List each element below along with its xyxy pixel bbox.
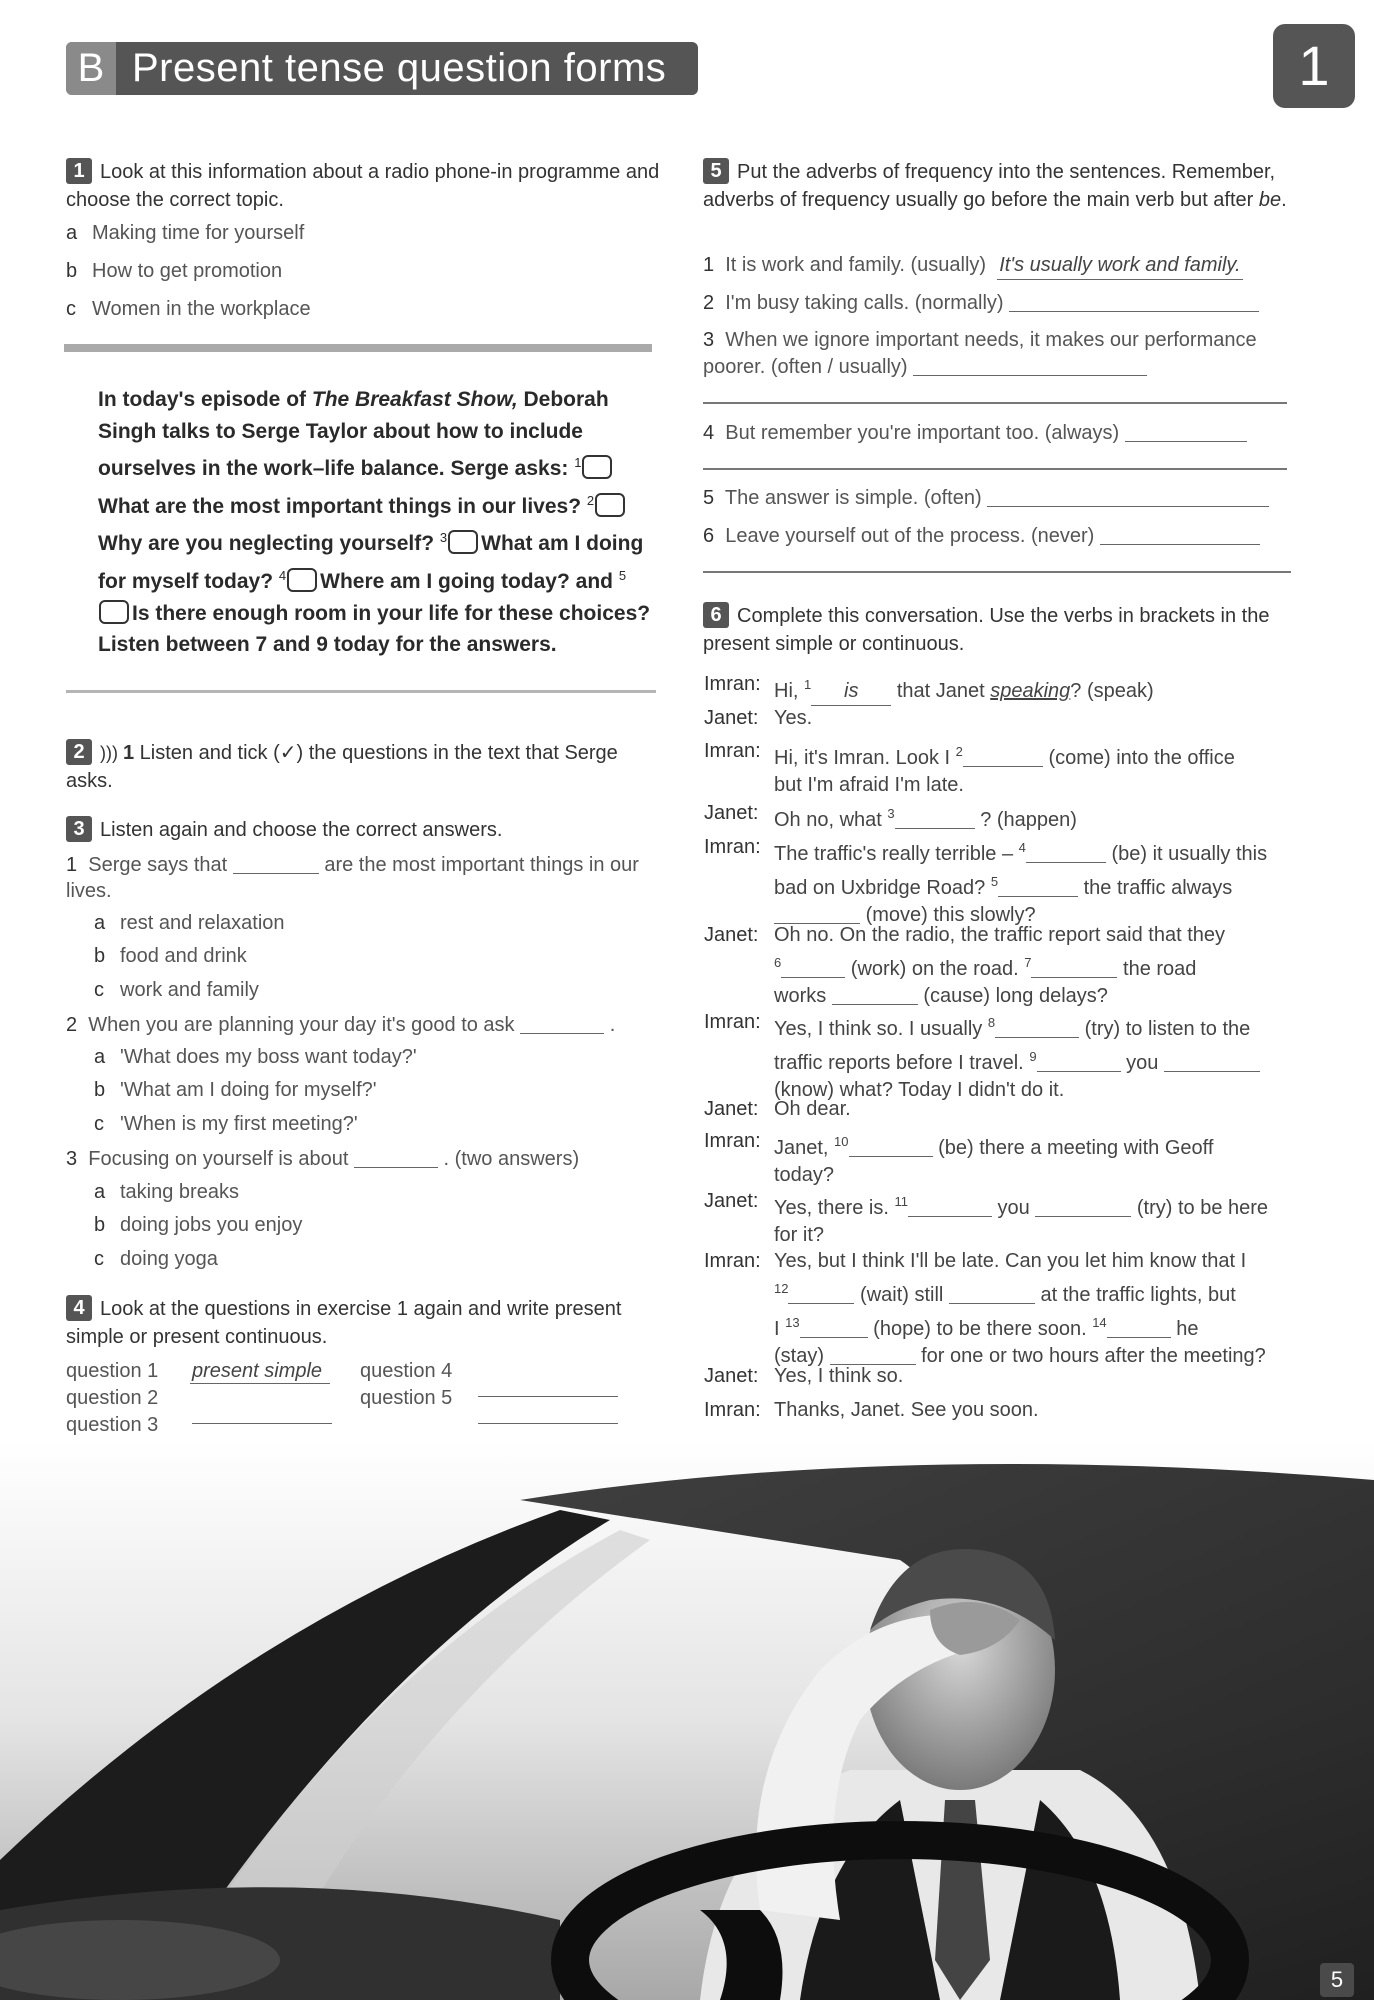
dialogue-line-7: Imran: Yes, I think so. I usually $^8$ (try) to listen to the traffic reports before I travel. $^9$ you (know) what? Today I didn't do it. (704, 1009, 1304, 1104)
driver-photo (0, 1440, 1374, 2000)
ex5-item-1: 1 It is work and family. (usually) It's usually work and family. (703, 251, 1313, 280)
ex4-number: 4 (66, 1295, 92, 1321)
gap-12[interactable] (788, 1303, 854, 1304)
gap-13[interactable] (800, 1337, 868, 1338)
gap-12b[interactable] (949, 1303, 1035, 1304)
dialogue-line-13: Imran: Thanks, Janet. See you soon. (704, 1399, 1039, 1421)
ex5-item-5: 5 The answer is simple. (often) (703, 484, 1313, 512)
ex2-instruction: 2 ))) 1 Listen and tick (✓) the questions in the text that Serge asks. (66, 741, 618, 792)
gap-1[interactable]: is (811, 678, 891, 706)
answer-line[interactable] (703, 402, 1287, 404)
gap-4[interactable] (1026, 862, 1106, 863)
gap-11b[interactable] (1035, 1216, 1131, 1217)
ex5-instruction: 5 Put the adverbs of frequency into the sentences. Remember, adverbs of frequency usually go before the main verb but after be. (703, 160, 1287, 211)
ex3-item-3-option-a[interactable]: a taking breaks (94, 1181, 239, 1203)
ex5-number: 5 (703, 158, 729, 184)
ex3-item-2-option-c[interactable]: c 'When is my first meeting?' (94, 1113, 358, 1135)
ex1-option-c[interactable]: c Women in the workplace (66, 298, 311, 320)
ex5-item-2: 2 I'm busy taking calls. (normally) (703, 289, 1313, 317)
gap-7b[interactable] (832, 1004, 918, 1005)
page-number: 5 (1320, 1963, 1354, 1997)
gap-10[interactable] (849, 1156, 933, 1157)
tick-box-5[interactable] (99, 600, 129, 624)
gap-9[interactable] (1037, 1071, 1121, 1072)
gap-8[interactable] (995, 1037, 1079, 1038)
ex4-question-3: question 3 (66, 1414, 159, 1436)
ex4-answer-5[interactable] (478, 1408, 618, 1426)
ex1-option-b[interactable]: b How to get promotion (66, 260, 283, 282)
ex3-instruction: 3 Listen again and choose the correct answers. (66, 816, 502, 844)
gap-7[interactable] (1031, 977, 1117, 978)
gap-11[interactable] (908, 1216, 992, 1217)
dialogue-line-3: Imran: Hi, it's Imran. Look I $^2$ (come) into the office but I'm afraid I'm late. (704, 740, 1235, 796)
ex5-item-4: 4 But remember you're important too. (always) (703, 419, 1313, 447)
divider (66, 690, 656, 693)
ex4-question-1: question 1 (66, 1360, 159, 1382)
gap-6[interactable] (781, 977, 845, 978)
answer-line[interactable] (703, 571, 1291, 573)
dialogue-line-2: Janet: Yes. (704, 707, 813, 729)
unit-number: 1 (1273, 24, 1355, 108)
divider (64, 344, 652, 352)
section-header (66, 42, 698, 95)
gap-14[interactable] (1107, 1337, 1171, 1338)
ex5-item-3: 3 When we ignore important needs, it makes our performance poorer. (often / usually) (703, 329, 1257, 378)
ex3-item-1: 1 Serge says that are the most important things in our lives. (66, 854, 639, 902)
gap-3[interactable] (895, 828, 975, 829)
ex1-number: 1 (66, 158, 92, 184)
ex5-answer-2[interactable] (1009, 311, 1259, 312)
ex4-instruction: 4 Look at the questions in exercise 1 again and write present simple or present continuous. (66, 1297, 622, 1348)
gap-2[interactable] (963, 766, 1043, 767)
ex5-item-6: 6 Leave yourself out of the process. (never) (703, 522, 1313, 550)
dialogue-line-9: Imran: Janet, $^{10}$ (be) there a meeting with Geoff today? (704, 1130, 1214, 1186)
ex3-item-3-option-b[interactable]: b doing jobs you enjoy (94, 1214, 303, 1236)
ex4-answer-4[interactable] (478, 1381, 618, 1399)
ex3-item-2-option-a[interactable]: a 'What does my boss want today?' (94, 1046, 417, 1068)
radio-article: In today's episode of The Breakfast Show, Deborah Singh talks to Serge Taylor about how to include ourselves in the work–life balance. Serge asks: $^1$What are the most important things in our lives? $^2$Why are you neglecting yourself? $^3$ What am I doing for myself today? $^4$ Where am I going today? and $^5$Is there enough room in your life for these choices? Listen between 7 and 9 today for the answers. (98, 388, 651, 657)
dialogue-line-5: Imran: The traffic's really terrible – $^4$ (be) it usually this bad on Uxbridge Road? $^5$ the traffic always (move) this slowly? (704, 836, 1268, 926)
ex1-option-a[interactable]: a Making time for yourself (66, 222, 305, 244)
ex6-number: 6 (703, 602, 729, 628)
ex5-answer-5[interactable] (987, 506, 1269, 507)
ex3-item-3: 3 Focusing on yourself is about . (two answers) (66, 1148, 580, 1170)
dialogue-line-8: Janet: Oh dear. (704, 1098, 851, 1120)
ex4-answer-1[interactable]: present simple (190, 1360, 330, 1384)
dialogue-line-11: Imran: Yes, but I think I'll be late. Can you let him know that I $^{12}$ (wait) still at the traffic lights, but I $^{13}$ (hope) to be there soon. $^{14}$ he (stay) for one or two hours after the meeting? (704, 1250, 1266, 1367)
ex5-answer-6[interactable] (1100, 544, 1260, 545)
gap-5[interactable] (998, 896, 1078, 897)
answer-line[interactable] (703, 468, 1287, 470)
ex2-number: 2 (66, 739, 92, 765)
tick-box-4[interactable] (287, 568, 317, 592)
ex1-instruction: 1 Look at this information about a radio phone-in programme and choose the correct topic. (66, 160, 660, 211)
audio-icon[interactable]: ))) (100, 743, 123, 763)
dialogue-line-1: Imran: Hi, $^1$ is that Janet speaking? (speak) (704, 671, 1304, 706)
ex4-question-5: question 5 (360, 1387, 453, 1409)
ex3-item-1-option-b[interactable]: b food and drink (94, 945, 247, 967)
ex3-item-2-option-b[interactable]: b 'What am I doing for myself?' (94, 1079, 377, 1101)
page-title: Present tense question forms (132, 46, 667, 90)
dialogue-line-10: Janet: Yes, there is. $^{11}$ you (try) to be here for it? (704, 1190, 1269, 1246)
ex4-answer-2[interactable] (192, 1408, 332, 1426)
ex6-instruction: 6 Complete this conversation. Use the verbs in brackets in the present simple or continuous. (703, 604, 1270, 655)
ex5-answer-3[interactable] (913, 375, 1147, 376)
ex3-item-3-option-c[interactable]: c doing yoga (94, 1248, 218, 1270)
tick-box-3[interactable] (448, 530, 478, 554)
ex5-answer-1[interactable]: It's usually work and family. (997, 251, 1242, 280)
ex4-question-4: question 4 (360, 1360, 453, 1382)
dialogue-line-4: Janet: Oh no, what $^3$ ? (happen) (704, 802, 1077, 831)
driver-illustration (0, 1440, 1374, 2000)
ex3-item-1-option-a[interactable]: a rest and relaxation (94, 912, 285, 934)
ex3-item-1-option-c[interactable]: c work and family (94, 979, 259, 1001)
ex4-question-2: question 2 (66, 1387, 159, 1409)
dialogue-line-6: Janet: Oh no. On the radio, the traffic report said that they $^6$ (work) on the road. $^7$ the road works (cause) long delays? (704, 924, 1225, 1007)
ex5-answer-4[interactable] (1125, 441, 1247, 442)
gap-9b[interactable] (1164, 1071, 1260, 1072)
section-letter: B (66, 42, 116, 95)
dialogue-line-12: Janet: Yes, I think so. (704, 1365, 904, 1387)
ex3-item-2: 2 When you are planning your day it's good to ask . (66, 1014, 616, 1036)
tick-box-2[interactable] (595, 493, 625, 517)
ex3-number: 3 (66, 816, 92, 842)
tick-box-1[interactable] (582, 455, 612, 479)
